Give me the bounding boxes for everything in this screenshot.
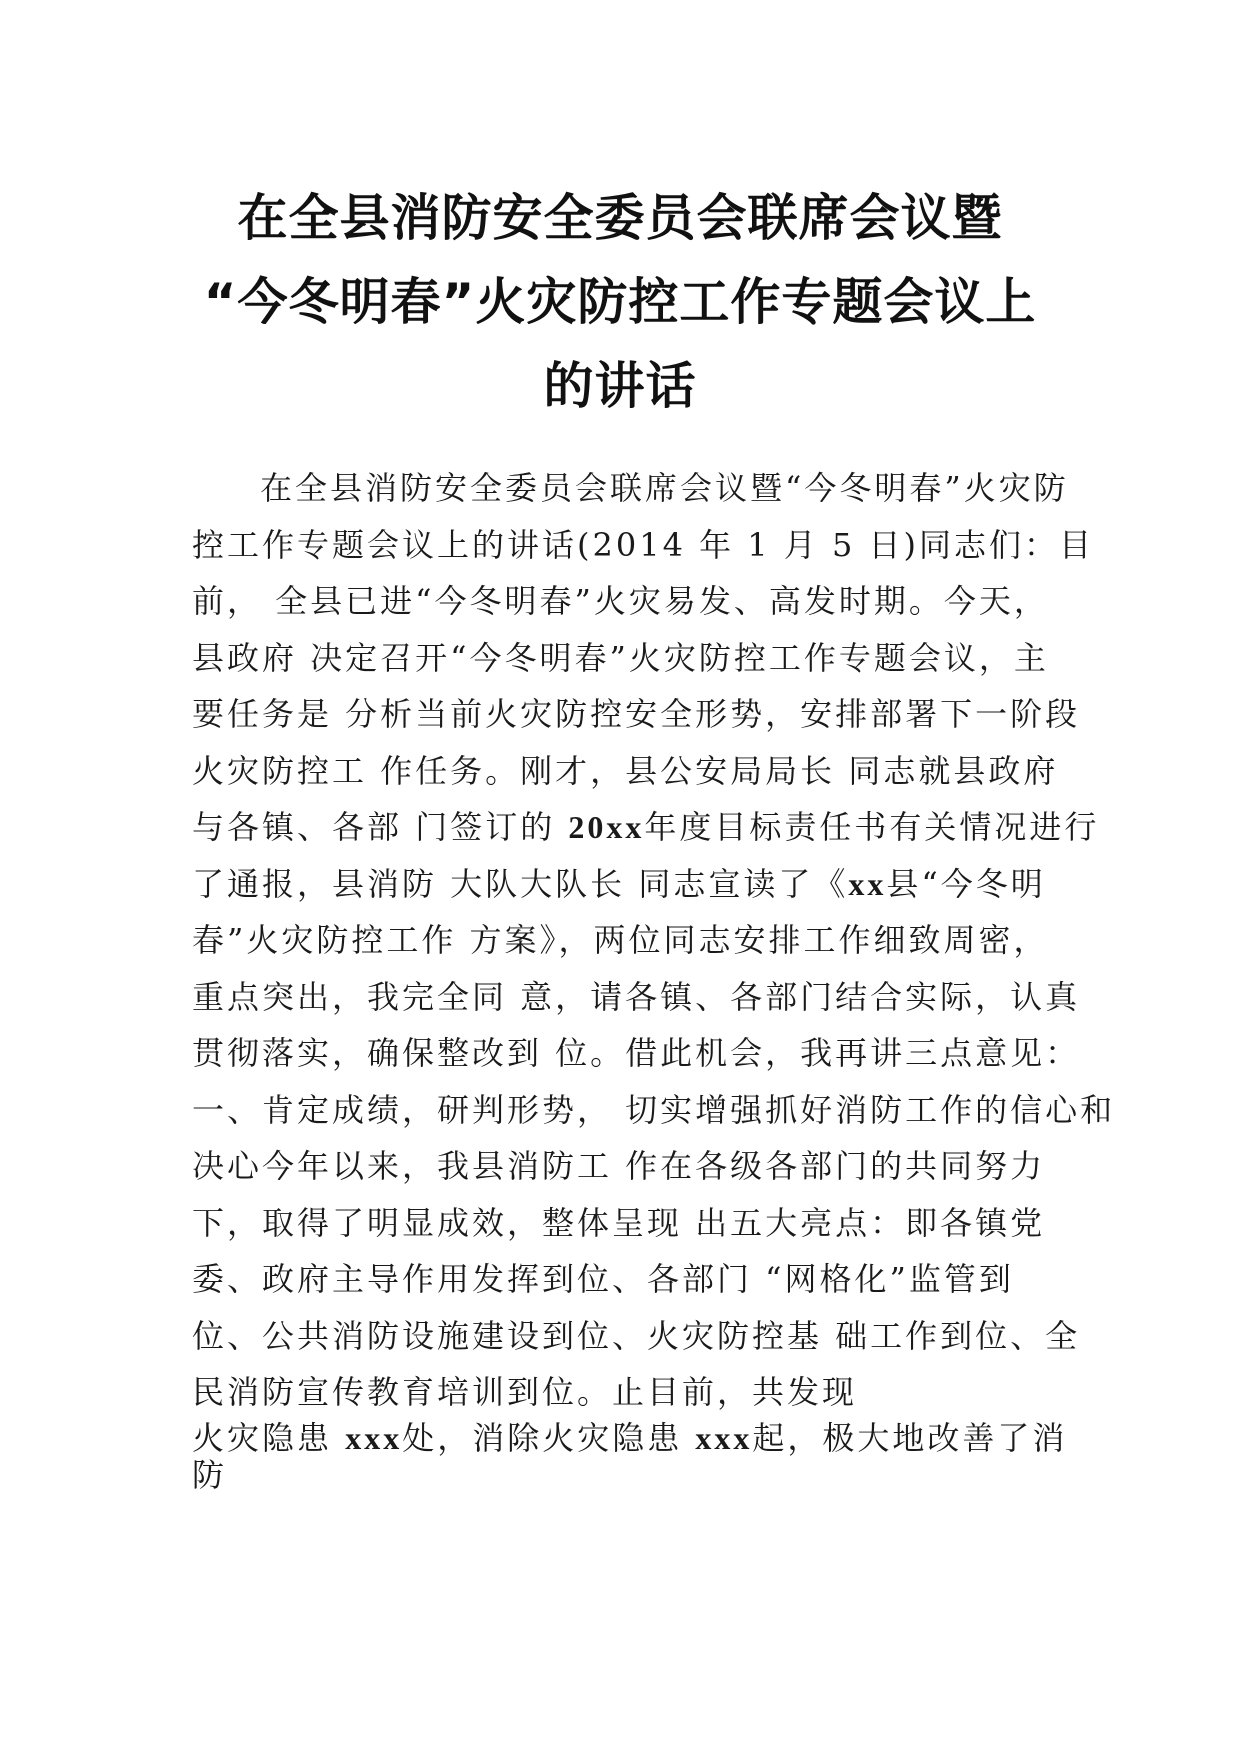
document-body bbox=[192, 460, 1116, 1495]
title-line-1: 在全县消防安全委员会联席会议暨 bbox=[237, 189, 1003, 247]
body-line: 要任务是 分析当前火灾防控安全形势，安排部署下一阶段 bbox=[192, 695, 1081, 733]
body-line: 春”火灾防控工作 方案》，两位同志安排工作细致周密， bbox=[192, 921, 1049, 959]
body-line: 在全县消防安全委员会联席会议暨“今冬明春”火灾防 bbox=[260, 469, 1069, 507]
body-line: 贯彻落实，确保整改到 位。借此机会，我再讲三点意见： bbox=[192, 1034, 1081, 1072]
body-line: 控工作专题会议上的讲话(2014 年 1 月 5 日)同志们：目 bbox=[192, 525, 1094, 564]
body-line bbox=[192, 856, 1072, 913]
body-line: 民消防宣传教育培训到位。止目前，共发现 bbox=[192, 1373, 858, 1411]
body-line: 决心今年以来，我县消防工 作在各级各部门的共同努力 bbox=[192, 1147, 1046, 1185]
body-line: 委、政府主导作用发挥到位、各部门 “网格化”监管到 bbox=[192, 1260, 1014, 1298]
body-line: 县政府 决定召开“今冬明春”火灾防控工作专题会议，主 bbox=[192, 638, 1049, 677]
title-line-2: “今冬明春”火灾防控工作专题会议上 bbox=[203, 273, 1037, 331]
body-line: 前， 全县已进“今冬明春”火灾易发、高发时期。今天， bbox=[192, 582, 1049, 620]
body-line: 火灾防控工 作任务。刚才，县公安局局长 同志就县政府 bbox=[192, 751, 1059, 790]
bold-term-count-1: xxx bbox=[345, 1419, 403, 1456]
body-line: 下，取得了明显成效，整体呈现 出五大亮点：即各镇党 bbox=[192, 1203, 1046, 1242]
body-line bbox=[192, 1418, 1072, 1457]
body-line: 重点突出，我完全同 意，请各镇、各部门结合实际，认真 bbox=[192, 977, 1081, 1016]
body-text-segment: 县“今冬明 bbox=[886, 864, 1046, 903]
body-text-segment: 门签订的 bbox=[415, 808, 569, 846]
title-line-3: 的讲话 bbox=[543, 357, 697, 415]
bold-term-county: xx bbox=[848, 865, 887, 902]
body-text-segment: 了通报，县消防 大队大队长 同志宣读了《 bbox=[192, 864, 849, 903]
body-text-segment: 处，消除火灾隐患 bbox=[402, 1418, 696, 1457]
body-text-segment: 与各镇、各部 bbox=[192, 808, 416, 846]
document-title bbox=[150, 176, 1090, 428]
bold-term-count-2: xxx bbox=[695, 1419, 753, 1456]
bold-term-year: 20xx bbox=[568, 809, 645, 845]
body-text-segment: 起，极大地改善了消 bbox=[752, 1418, 1068, 1457]
body-line: 防 bbox=[192, 1455, 228, 1494]
body-line bbox=[192, 799, 1100, 856]
body-text-segment: 火灾隐患 bbox=[192, 1418, 346, 1457]
body-text-segment: 年度目标责任书有关情况进行 bbox=[644, 808, 1100, 846]
body-line: 一、肯定成绩，研判形势， 切实增强抓好消防工作的信心和 bbox=[192, 1090, 1116, 1129]
body-line: 位、公共消防设施建设到位、火灾防控基 础工作到位、全 bbox=[192, 1316, 1081, 1355]
